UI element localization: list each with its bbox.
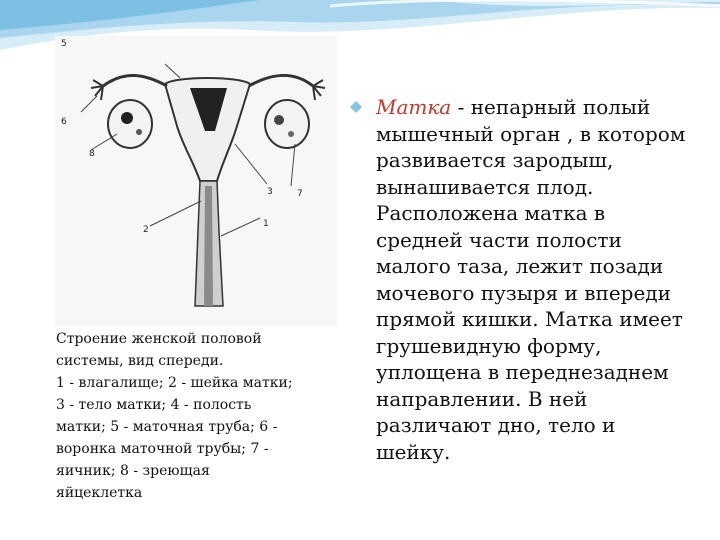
figure-caption: Строение женской половой системы, вид спереди. 1 - влагалище; 2 - шейка матки; 3 - тело матки; 4 - полость матки; 5 - маточная труба; 6 - воронка маточной трубы; 7 - яичник; 8 - зреющая яйцеклетка xyxy=(56,331,293,501)
figure-label-1: 1 xyxy=(263,219,269,229)
figure-label-4: 4 xyxy=(201,89,207,99)
figure-label-7: 7 xyxy=(297,189,303,199)
figure-label-8: 8 xyxy=(89,149,95,159)
uterus-anatomy-figure xyxy=(55,36,337,326)
defined-term: Матка xyxy=(376,95,452,119)
anatomical-diagram-icon xyxy=(55,36,337,326)
figure-label-2: 2 xyxy=(143,225,149,235)
figure-label-5: 5 xyxy=(61,39,67,49)
definition-text xyxy=(376,94,695,465)
definition-body: - непарный полый мышечный орган , в котором развивается зародыш, вынашивается плод. Расположена матка в средней части полости малого таза, лежит позади мочевого пузыря и впереди прямой кишки. Матка имеет грушевидную форму, уплощена в переднезаднем направлении. В ней различают дно, тело и шейку. xyxy=(376,95,686,464)
definition-bullet xyxy=(350,94,695,465)
bullet-icon xyxy=(350,101,362,113)
figure-label-6: 6 xyxy=(61,117,67,127)
figure-label-3: 3 xyxy=(267,187,273,197)
